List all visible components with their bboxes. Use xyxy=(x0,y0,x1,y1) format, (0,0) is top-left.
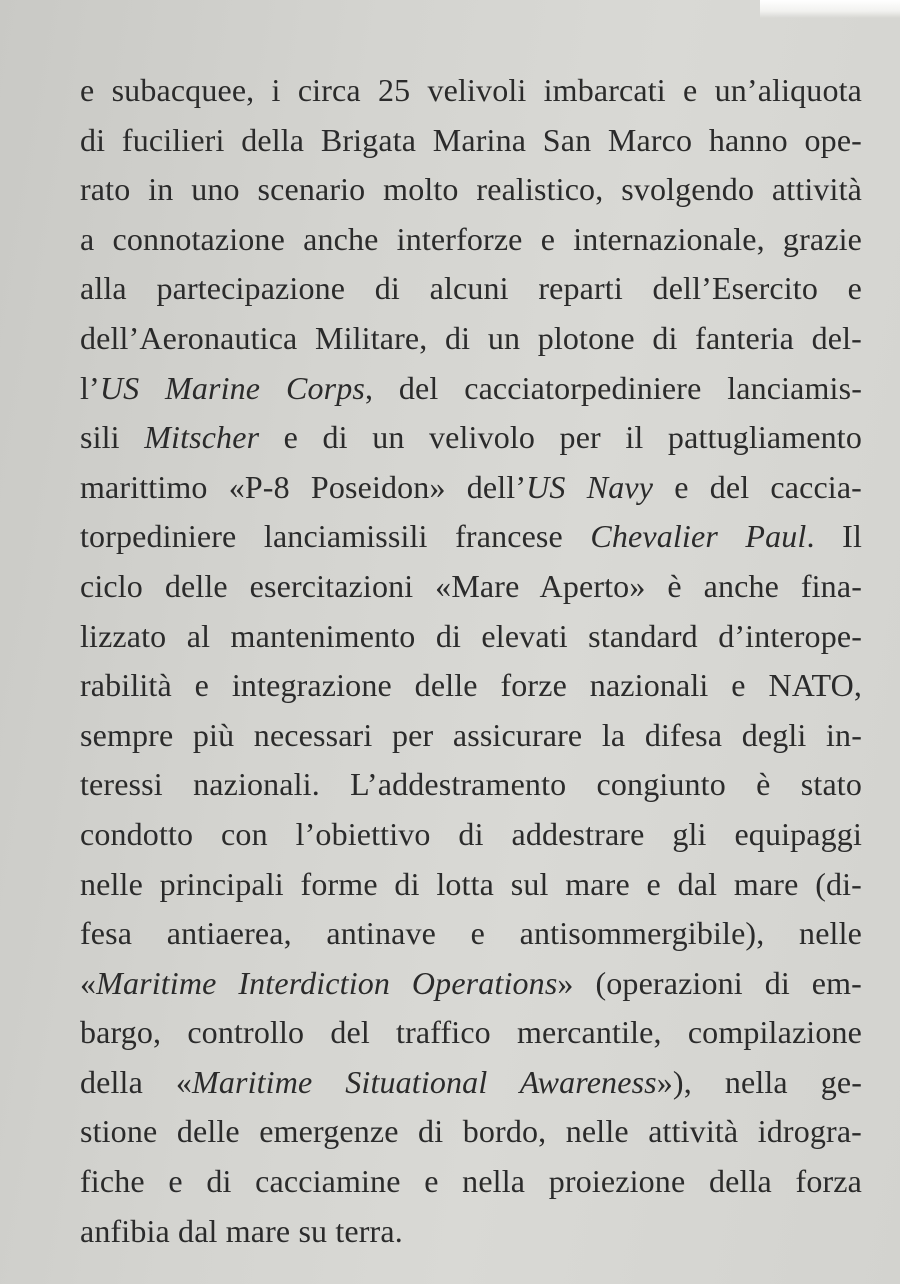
text-line xyxy=(80,810,862,860)
text-run: »), nella ge- xyxy=(656,1063,863,1100)
text-run: marittimo «P-8 Poseidon» dell’ xyxy=(80,468,527,505)
text-line xyxy=(80,760,862,810)
text-run: fesa antiaerea, antinave e antisommergibile), nelle xyxy=(80,915,862,952)
text-line xyxy=(80,1157,862,1207)
text-line xyxy=(80,661,862,711)
text-run: sempre più necessari per assicurare la difesa degli in- xyxy=(80,716,862,753)
text-run: a connotazione anche interforze e internazionale, grazie xyxy=(80,220,862,257)
text-run: dell’Aeronautica Militare, di un plotone di fanteria del- xyxy=(80,319,862,356)
text-run: lizzato al mantenimento di elevati standard d’interope- xyxy=(80,617,862,654)
text-line xyxy=(80,512,862,562)
text-line xyxy=(80,959,862,1009)
body-paragraph xyxy=(80,66,862,1256)
text-run: stione delle emergenze di bordo, nelle attività idrogra- xyxy=(80,1113,862,1150)
text-line xyxy=(80,165,862,215)
text-run: e subacquee, i circa 25 velivoli imbarcati e un’aliquota xyxy=(80,72,862,108)
text-line xyxy=(80,1207,862,1257)
text-run: alla partecipazione di alcuni reparti dell’Esercito e xyxy=(80,270,862,307)
text-line xyxy=(80,66,862,116)
page-edge xyxy=(760,0,900,18)
italic-text: US Navy xyxy=(526,468,654,505)
text-run: « xyxy=(80,964,97,1001)
text-run: e del caccia- xyxy=(653,468,862,505)
text-run: di fucilieri della Brigata Marina San Marco hanno ope- xyxy=(80,121,862,158)
text-line xyxy=(80,612,862,662)
italic-text: Maritime Situational Awareness xyxy=(192,1063,657,1100)
text-line xyxy=(80,909,862,959)
text-line xyxy=(80,1058,862,1108)
italic-text: Maritime Interdiction Operations xyxy=(96,964,558,1001)
text-run: della « xyxy=(80,1063,193,1100)
text-run: , del cacciatorpediniere lanciamis- xyxy=(364,369,862,406)
text-line xyxy=(80,215,862,265)
text-run: . Il xyxy=(806,518,862,555)
italic-text: US Marine Corps xyxy=(99,369,365,406)
text-run: torpediniere lanciamissili francese xyxy=(80,518,591,555)
text-line xyxy=(80,364,862,414)
text-line xyxy=(80,264,862,314)
text-run: fiche e di cacciamine e nella proiezione della forza xyxy=(80,1163,862,1200)
italic-text: Mitscher xyxy=(144,419,260,456)
text-line xyxy=(80,413,862,463)
text-line xyxy=(80,116,862,166)
text-line xyxy=(80,860,862,910)
text-run: sili xyxy=(80,419,145,456)
text-line xyxy=(80,711,862,761)
text-run: anfibia dal mare su terra. xyxy=(80,1212,403,1249)
text-run: » (operazioni di em- xyxy=(557,964,862,1001)
text-run: ciclo delle esercitazioni «Mare Aperto» è anche fina- xyxy=(80,567,862,604)
text-run: rato in uno scenario molto realistico, svolgendo attività xyxy=(80,171,862,208)
text-run: rabilità e integrazione delle forze nazionali e NATO, xyxy=(80,667,862,704)
text-line xyxy=(80,314,862,364)
text-run: condotto con l’obiettivo di addestrare gli equipaggi xyxy=(80,815,862,852)
text-line xyxy=(80,1008,862,1058)
text-line xyxy=(80,463,862,513)
text-run: l’ xyxy=(80,369,100,406)
text-run: bargo, controllo del traffico mercantile, compilazione xyxy=(80,1014,862,1051)
italic-text: Chevalier Paul xyxy=(590,518,807,555)
text-run: e di un velivolo per il pattugliamento xyxy=(259,419,862,456)
text-line xyxy=(80,562,862,612)
text-line xyxy=(80,1107,862,1157)
text-run: teressi nazionali. L’addestramento congiunto è stato xyxy=(80,766,862,803)
text-run: nelle principali forme di lotta sul mare e dal mare (di- xyxy=(80,865,862,902)
